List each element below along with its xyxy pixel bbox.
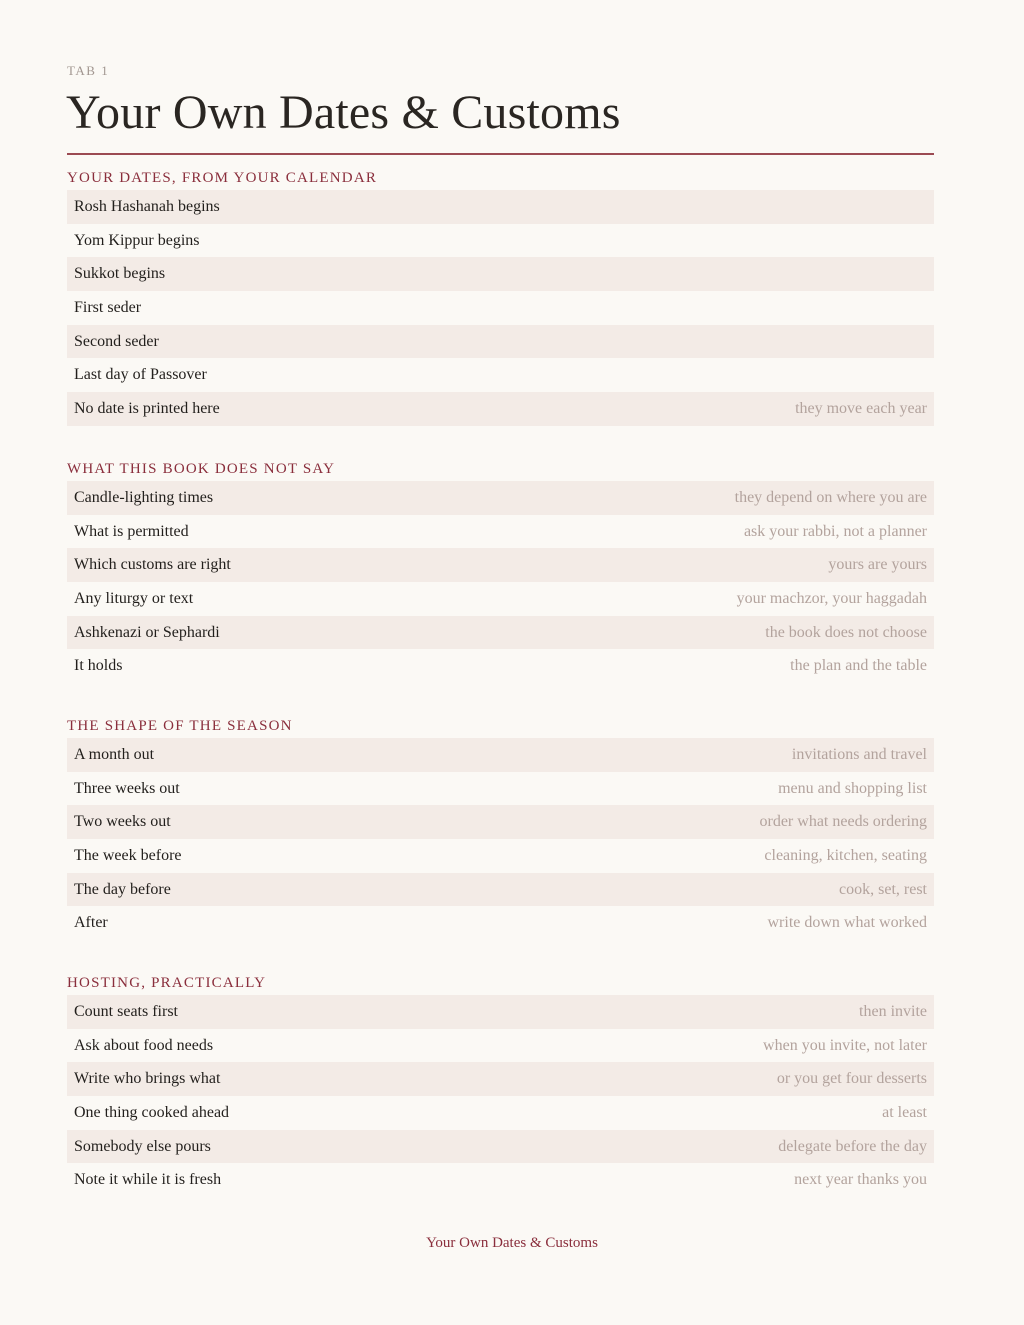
table-row [67, 257, 934, 291]
table-row [67, 1163, 934, 1197]
row-label: Note it while it is fresh [74, 1171, 222, 1189]
table-row [67, 839, 934, 873]
row-note: ask your rabbi, not a planner [743, 522, 927, 540]
row-note: order what needs ordering [759, 813, 927, 831]
section-heading: WHAT THIS BOOK DOES NOT SAY [67, 461, 336, 477]
row-note: they depend on where you are [734, 488, 927, 506]
row-label: Which customs are right [74, 556, 231, 574]
row-note: yours are yours [828, 556, 927, 574]
section-hosting-practically [67, 972, 934, 1197]
row-label: Ashkenazi or Sephardi [74, 623, 220, 641]
row-label: The day before [74, 880, 171, 898]
row-note: the plan and the table [790, 657, 927, 675]
table-row [67, 548, 934, 582]
row-label: Rosh Hashanah begins [74, 197, 220, 215]
tab-label: TAB 1 [67, 63, 110, 78]
row-label: First seder [74, 298, 142, 316]
table-row [67, 995, 934, 1029]
page-footer: Your Own Dates & Customs [426, 1235, 598, 1251]
row-note: then invite [859, 1002, 927, 1020]
row-label: Three weeks out [74, 779, 180, 797]
row-note: your machzor, your haggadah [736, 589, 927, 607]
table-row [67, 358, 934, 392]
row-label: Any liturgy or text [74, 589, 194, 607]
table-row [67, 1029, 934, 1063]
table-row [67, 906, 934, 940]
row-note: write down what worked [767, 914, 927, 932]
section-your-dates [67, 167, 934, 426]
table-row [67, 1096, 934, 1130]
page-title: Your Own Dates & Customs [66, 86, 621, 139]
row-label: Write who brings what [74, 1070, 221, 1088]
row-label: Candle-lighting times [74, 488, 214, 506]
row-note: delegate before the day [778, 1137, 927, 1155]
table-row [67, 291, 934, 325]
section-heading: THE SHAPE OF THE SEASON [67, 718, 293, 734]
table-row [67, 392, 934, 426]
table-row [67, 1130, 934, 1164]
row-label: It holds [74, 657, 123, 675]
section-what-this-book-does-not-say [67, 458, 934, 683]
row-note: menu and shopping list [778, 779, 927, 797]
table-row [67, 738, 934, 772]
row-note: at least [882, 1103, 927, 1121]
row-label: One thing cooked ahead [74, 1103, 230, 1121]
row-label: Count seats first [74, 1002, 178, 1020]
row-note: cook, set, rest [839, 880, 927, 898]
table-row [67, 582, 934, 616]
title-rule [67, 153, 934, 155]
section-heading: HOSTING, PRACTICALLY [67, 975, 267, 991]
table-row [67, 325, 934, 359]
table-row [67, 616, 934, 650]
row-label: Sukkot begins [74, 265, 166, 283]
table-row [67, 772, 934, 806]
table-row [67, 805, 934, 839]
row-label: Somebody else pours [74, 1137, 211, 1155]
table-row [67, 224, 934, 258]
row-note: the book does not choose [765, 623, 927, 641]
section-shape-of-the-season [67, 715, 934, 940]
row-label: After [74, 914, 108, 932]
row-label: A month out [74, 745, 155, 763]
row-label: Yom Kippur begins [74, 231, 200, 249]
row-label: The week before [74, 846, 182, 864]
row-note: they move each year [795, 399, 927, 417]
table-row [67, 873, 934, 907]
table-row [67, 1062, 934, 1096]
row-label: Last day of Passover [74, 366, 207, 384]
row-note: or you get four desserts [776, 1070, 927, 1088]
row-label: Ask about food needs [74, 1036, 214, 1054]
row-note: next year thanks you [794, 1171, 927, 1189]
row-label: What is permitted [74, 522, 189, 540]
table-row [67, 481, 934, 515]
row-note: invitations and travel [791, 745, 927, 763]
row-note: cleaning, kitchen, seating [764, 846, 927, 864]
table-row [67, 190, 934, 224]
table-row [67, 515, 934, 549]
section-heading: YOUR DATES, FROM YOUR CALENDAR [67, 170, 378, 186]
table-row [67, 649, 934, 683]
row-note: when you invite, not later [763, 1036, 927, 1054]
row-label: No date is printed here [74, 399, 220, 417]
row-label: Second seder [74, 332, 159, 350]
row-label: Two weeks out [74, 813, 171, 831]
